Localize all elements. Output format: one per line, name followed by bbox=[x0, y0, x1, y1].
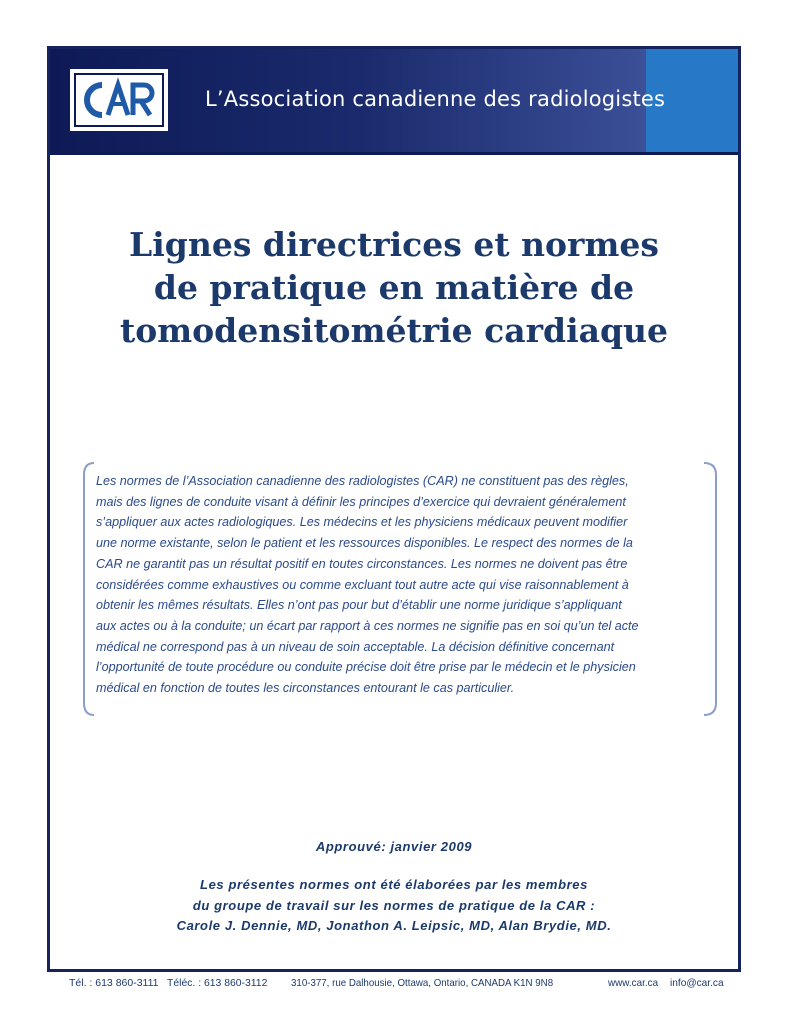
disclaimer-text bbox=[96, 471, 708, 699]
disclaimer-line: médical en fonction de toutes les circonstances entourant le cas particulier. bbox=[96, 681, 515, 696]
footer-fax: Téléc. : 613 860-3112 bbox=[167, 977, 268, 989]
footer-website-link[interactable]: www.car.ca bbox=[608, 977, 659, 989]
car-logo-icon bbox=[78, 77, 160, 123]
footer-email-link[interactable]: info@car.ca bbox=[670, 977, 724, 989]
disclaimer-line: obtenir les mêmes résultats. Elles n’ont pas pour but d’établir une norme juridique s’appliquant bbox=[96, 598, 622, 613]
approval-date: Approuvé: janvier 2009 bbox=[315, 839, 473, 854]
disclaimer-line: Les normes de l’Association canadienne des radiologistes (CAR) ne constituent pas des règles, bbox=[96, 474, 629, 488]
car-logo bbox=[70, 69, 168, 131]
disclaimer-line: une norme existante, selon le patient et les ressources disponibles. Le respect des normes de la bbox=[96, 536, 633, 551]
disclaimer-box bbox=[80, 461, 720, 717]
title-line: Lignes directrices et normes bbox=[129, 225, 659, 264]
title-line: tomodensitométrie cardiaque bbox=[119, 311, 669, 350]
footer-address: 310-377, rue Dalhousie, Ottawa, Ontario, CANADA K1N 9N8 bbox=[291, 977, 554, 989]
header-rule bbox=[50, 152, 738, 155]
credit-line: du groupe de travail sur les normes de pratique de la CAR : bbox=[192, 897, 596, 913]
disclaimer-line: s’appliquer aux actes radiologiques. Les médecins et les physiciens médicaux peuvent modifier bbox=[96, 515, 628, 530]
credit-line: Les présentes normes ont été élaborées par les membres bbox=[200, 877, 588, 892]
document-title bbox=[50, 223, 738, 352]
disclaimer-line: mais des lignes de conduite visant à définir les principes d’exercice qui devraient généralement bbox=[96, 494, 626, 509]
disclaimer-line: CAR ne garantit pas un résultat positif en toutes circonstances. Les normes ne doivent pas être bbox=[96, 556, 628, 571]
disclaimer-line: aux actes ou à la conduite; un écart par rapport à ces normes ne signifie pas en soi qu’un tel acte bbox=[96, 618, 639, 633]
disclaimer-line: l’opportunité de toute procédure ou conduite précise doit être prise par le médecin et le physicien bbox=[96, 660, 636, 675]
footer-contact bbox=[0, 977, 791, 995]
footer-phone: Tél. : 613 860-3111 bbox=[69, 977, 159, 989]
authors-credit bbox=[50, 875, 738, 937]
cover-page bbox=[47, 46, 741, 972]
disclaimer-line: considérées comme exhaustives ou comme excluant tout autre acte qui vise raisonnablement à bbox=[96, 577, 629, 592]
disclaimer-line: médical ne correspond pas à un niveau de soin acceptable. La décision définitive concernant bbox=[96, 639, 615, 654]
association-name: L’Association canadienne des radiologistes bbox=[205, 87, 666, 111]
title-line: de pratique en matière de bbox=[153, 268, 635, 307]
left-bracket-icon bbox=[80, 461, 96, 717]
credit-line: Carole J. Dennie, MD, Jonathon A. Leipsic, MD, Alan Brydie, MD. bbox=[176, 918, 612, 933]
